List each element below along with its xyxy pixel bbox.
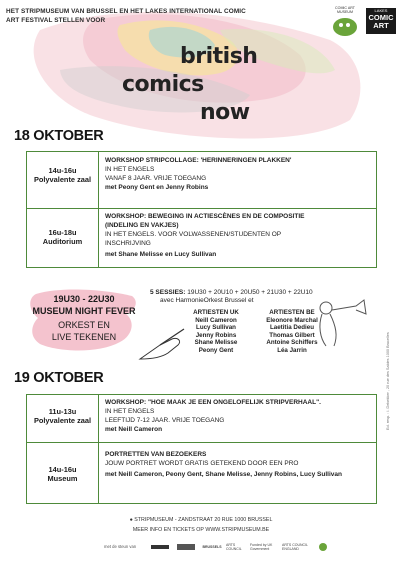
event-title: WORKSHOP STRIPCOLLAGE: 'HERINNERINGEN PLAKKEN': [105, 157, 292, 164]
title-comics: comics: [122, 72, 204, 97]
sessions-with: avec HarmonieOrkest Brussel et: [160, 297, 254, 304]
artists-uk: [186, 309, 246, 355]
event-title: WORKSHOP: "HOE MAAK JE EEN ONGELOFELIJK STRIPVERHAAL".: [105, 399, 321, 406]
artist-name: Laetitia Dedieu: [269, 324, 314, 332]
event-time: 11u-13u: [48, 407, 77, 416]
sessions-label: 5 SESSIES:: [150, 289, 186, 296]
artist-name: Peony Gent: [198, 346, 234, 354]
artist-name: Jenny Robins: [195, 331, 237, 339]
event-time: 16u-18u: [48, 228, 77, 237]
cartoon-museum-logo-text: COMIC ART MUSEUM: [335, 6, 355, 14]
footer-info: MEER INFO EN TICKETS OP WWW.STRIPMUSEUM.BE: [132, 527, 270, 533]
night-fever-sub1: ORKEST EN: [58, 320, 110, 330]
artists-be: [256, 309, 328, 355]
event-artists: met Neill Cameron: [105, 426, 163, 433]
schedule-box-19: [26, 394, 377, 504]
event-time-cell: [27, 166, 98, 184]
intro-text: HET STRIPMUSEUM VAN BRUSSEL EN HET LAKES INTERNATIONAL COMIC ART FESTIVAL STELLEN VOOR: [6, 8, 246, 24]
event-title: WORKSHOP: BEWEGING IN ACTIESCÈNES EN DE COMPOSITIE (INDELING EN VAKJES): [105, 213, 305, 229]
sessions-info: [150, 289, 313, 297]
event-time: 14u-16u: [48, 465, 77, 474]
sponsor-logo: ARTS COUNCIL ENGLAND: [282, 543, 308, 551]
event-language: IN HET ENGELS. VOOR VOLWASSENEN/STUDENTEN OP INSCHRIJVING: [105, 231, 282, 247]
artist-name: Antoine Schiffers: [266, 339, 318, 347]
drawing-hand-icon: [138, 325, 188, 365]
event-artists: met Neill Cameron, Peony Gent, Shane Melisse, Jenny Robins, Lucy Sullivan: [105, 471, 342, 478]
event-details: [105, 212, 310, 259]
night-fever-sub2: LIVE TEKENEN: [51, 332, 117, 342]
event-language: JOUW PORTRET WORDT GRATIS GETEKEND DOOR EEN PRO: [105, 460, 299, 467]
night-fever-time: 19U30 - 22U30: [53, 294, 115, 304]
event-artists: met Shane Melisse en Lucy Sullivan: [105, 251, 217, 258]
artist-name: Shane Melisse: [194, 339, 238, 347]
artist-name: Thomas Gilbert: [269, 331, 315, 339]
sponsor-logo: [316, 541, 330, 553]
title-british: british: [180, 44, 258, 69]
comic-art-logo-big: COMIC ART: [368, 13, 394, 30]
event-time: 14u-16u: [48, 166, 77, 175]
cartoon-museum-logo: [327, 6, 363, 42]
artist-name: Neill Cameron: [195, 316, 237, 324]
sponsor-logo: Funded by UK Government: [250, 543, 273, 551]
support-label: met de steun van: [104, 544, 137, 549]
event-language: IN HET ENGELS: [105, 166, 155, 173]
footer-address-text: STRIPMUSEUM - ZANDSTRAAT 20 RUE 1000 BRUSSEL: [134, 517, 273, 523]
event-artists: met Peony Gent en Jenny Robins: [105, 184, 209, 191]
footer-address: [90, 517, 312, 523]
event-place: Auditorium: [42, 237, 83, 246]
event-place: Polyvalente zaal: [33, 175, 92, 184]
event-details: [105, 398, 371, 434]
location-pin-icon: ●: [129, 517, 133, 523]
artists-be-heading: ARTIESTEN BE: [269, 309, 315, 316]
sponsor-logo: [174, 541, 198, 553]
event-time-cell: [27, 465, 98, 483]
title-now: now: [200, 100, 250, 125]
artist-name: Lucy Sullivan: [196, 324, 236, 332]
sponsor-mark-icon: [150, 543, 170, 551]
event-title: PORTRETTEN VAN BEZOEKERS: [105, 451, 207, 458]
cartoon-museum-mark-icon: [327, 14, 363, 40]
sessions-times: 19U30 + 20U10 + 20U50 + 21U30 + 22U10: [187, 289, 313, 296]
event-time-cell: [27, 228, 98, 246]
event-place: Polyvalente zaal: [33, 416, 92, 425]
sponsor-logo: BRUSSELS: [202, 545, 222, 549]
artist-name: Eleonore Marchal: [266, 316, 318, 324]
sponsor-mark-icon: [317, 542, 329, 552]
event-time-cell: [27, 407, 98, 425]
publisher-note: Ed. resp. : I. Debekker , 20 rue des Sables 1000 Bruxelles: [386, 332, 390, 430]
sponsor-mark-icon: [176, 543, 196, 551]
sponsor-logo: [148, 541, 172, 553]
event-details: [105, 450, 369, 479]
event-details: [105, 156, 367, 192]
artist-name: Léa Jarrin: [277, 346, 307, 354]
comic-art-logo-small: LAKES: [374, 8, 388, 13]
event-access: VANAF 8 JAAR. VRIJE TOEGANG: [105, 175, 207, 182]
night-fever-title: MUSEUM NIGHT FEVER: [32, 306, 136, 316]
date-heading-18: 18 OKTOBER: [14, 128, 104, 144]
event-language: IN HET ENGELS: [105, 408, 155, 415]
schedule-box-18: [26, 151, 377, 268]
artists-uk-heading: ARTIESTEN UK: [193, 309, 239, 316]
sponsor-logo: ARTS COUNCIL: [226, 543, 242, 551]
comic-art-festival-logo: [366, 8, 396, 34]
date-heading-19: 19 OKTOBER: [14, 370, 104, 386]
event-place: Museum: [47, 474, 78, 483]
event-access: LEEFTIJD 7-12 JAAR. VRIJE TOEGANG: [105, 417, 225, 424]
